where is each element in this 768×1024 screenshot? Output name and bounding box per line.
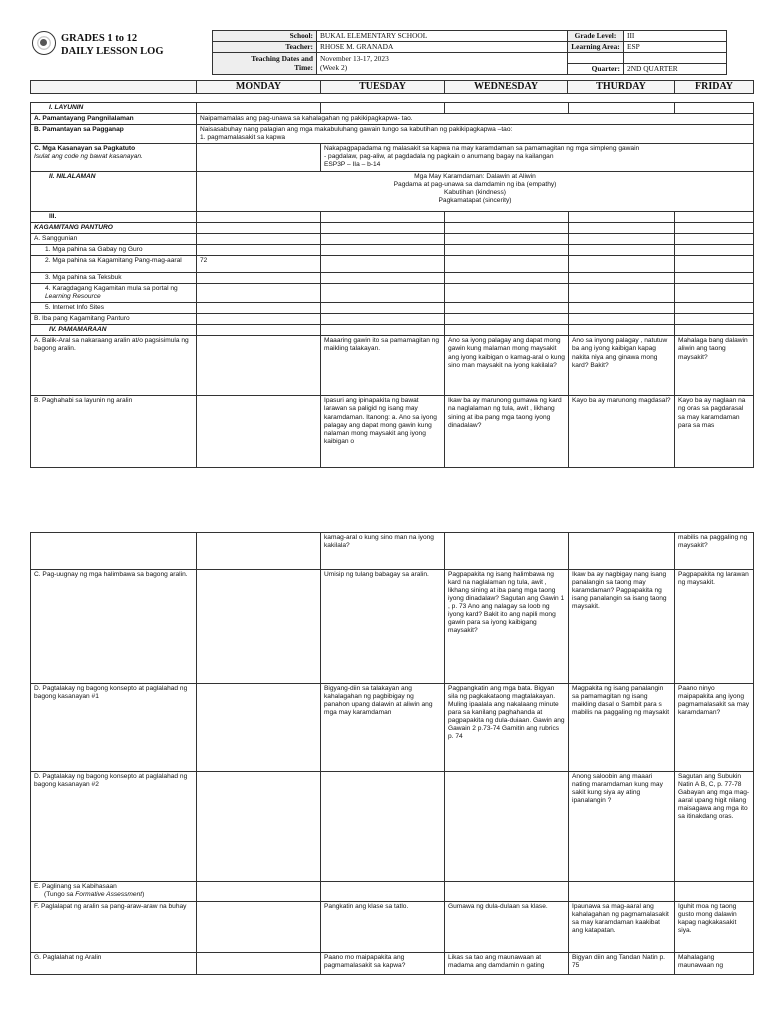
label-tungo-sa: (Tungo sa <box>44 891 76 899</box>
tuesday-paglalapat: Pangkatin ang klase sa tatlo. <box>321 902 445 953</box>
text-kasanayan-code: ESP3P – IIa – b-14 <box>324 161 381 169</box>
label-teksbuk: 3. Mga pahina sa Teksbuk <box>31 273 197 284</box>
thursday-pagtalakay-2: Anong saloobin ang maaari nating maramdaman kung may sakit kung siya ay ating ipanalangin ? <box>569 772 675 882</box>
area-value: ESP <box>624 42 727 53</box>
teacher-label: Teacher: <box>213 42 317 53</box>
day-header-row <box>30 80 754 94</box>
label-karagdagang-kagamitan: 4. Karagdagang Kagamitan mula sa portal ng <box>45 285 178 293</box>
label-pagtalakay-2: D. Pagtalakay ng bagong konsepto at paglalahad ng bagong kasanayan #2 <box>31 772 197 882</box>
day-wednesday: WEDNESDAY <box>445 81 568 94</box>
thursday-pagtalakay-1: Magpakita ng isang panalangin sa pamamagitan ng isang maikling dasal o Sambit para s mabilis na paggaling ng maysakit <box>569 684 675 772</box>
label-pamantayan-pagganap: B. Pamantayan sa Pagganap <box>31 125 197 144</box>
wednesday-paglalapat: Gumawa ng dula-dulaan sa klase. <box>445 902 569 953</box>
quarter-label: Quarter: <box>568 64 624 75</box>
friday-continued: mabilis na paggaling ng maysakit? <box>675 533 754 570</box>
tuesday-pag-uugnay: Umisip ng tulang babagay sa aralin. <box>321 570 445 684</box>
header-info-table <box>212 30 727 75</box>
day-friday: FRIDAY <box>675 81 754 94</box>
label-balik-aral: A. Balik-Aral sa nakaraang aralin at/o pagsisimula ng bagong aralin. <box>31 336 197 396</box>
label-paglinang: E. Paglinang sa Kabihasaan <box>34 883 117 890</box>
label-learning-resource: Learning Resource <box>45 293 101 301</box>
thursday-balik-aral: Ano sa inyong palagay , natutuw ba ang iyong kaibigan kapag nakita niya ang ginawa mong kard? Bakit? <box>569 336 675 396</box>
day-tuesday: TUESDAY <box>321 81 445 94</box>
label-paghahabi: B. Paghahabi sa layunin ng aralin <box>31 396 197 468</box>
grade-value: III <box>624 31 727 42</box>
friday-pag-uugnay: Pagpapakita ng larawan ng maysakit. <box>675 570 754 684</box>
dates-label: Teaching Dates and <box>251 54 313 64</box>
school-label: School: <box>213 31 317 42</box>
friday-paglalahat: Mahalagang maunawaan ng <box>675 953 754 975</box>
tuesday-paglalahat: Paano mo maipapakita ang pagmamalasakit sa kapwa? <box>321 953 445 975</box>
teacher-value: RHOSE M. GRANADA <box>317 42 568 53</box>
day-monday: MONDAY <box>197 81 321 94</box>
nilalaman-sincerity: Pagkamatapat (sincerity) <box>438 197 512 205</box>
label-pag-uugnay: C. Pag-uugnay ng mga halimbawa sa bagong aralin. <box>31 570 197 684</box>
label-pamantayang-pangnilalaman: A. Pamantayang Pangnilalaman <box>31 114 197 125</box>
tuesday-paghahabi: Ipasuri ang ipinapakita ng bawat larawan sa paligid ng isang may karamdaman. Itanong: a. Ano sa iyong palagay ang dapat mong gawin kung nalaman mong maysakit ang iyong kaibigan o <box>321 396 445 468</box>
text-pamantayang-pangnilalaman: Naipamamalas ang pag-unawa sa kahalagahan ng pakikipagkapwa- tao. <box>197 114 754 125</box>
friday-paghahabi: Kayo ba ay naglaan na ng oras sa pagdarasal sa may karamdaman para sa mas <box>675 396 754 468</box>
form-title-grades: GRADES 1 to 12 <box>61 33 138 44</box>
tuesday-pagtalakay-1: Bigyang-diin sa talakayan ang kahalagahan ng pagbibigay ng panahon upang dalawin at aliwin ang mga may karamdaman <box>321 684 445 772</box>
text-pamantayan-pagganap: Naisasabuhay nang palagian ang mga makabuluhang gawain tungo sa kabutihan ng pakikipagkapwa –tao: <box>200 126 513 134</box>
wednesday-balik-aral: Ano sa iyong palagay ang dapat mong gawin kung malaman mong maysakit ang iyong kaibigan o kamag-aral o kung sino man maysakit na iyong kakilala? <box>445 336 569 396</box>
day-thursday: THURDAY <box>568 81 675 94</box>
label-isulat-code: Isulat ang code ng bawat kasanayan. <box>34 153 143 161</box>
text-kasanayan-1: Nakapagpapadama ng malasakit sa kapwa na may karamdaman sa pamamagitan ng mga simpleng gawain <box>324 145 640 153</box>
thursday-paglalahat: Bigyan diin ang Tandan Natin p. 75 <box>569 953 675 975</box>
label-formative-assessment: Formative Assessment <box>75 891 143 899</box>
grade-label: Grade Level: <box>568 31 624 42</box>
section-kagamitang-panturo: KAGAMITANG PANTURO <box>31 223 197 234</box>
area-label: Learning Area: <box>568 42 624 53</box>
friday-paglalapat: Iguhit moa ng taong gusto mong dalawin kapag nagkakasakit siya. <box>675 902 754 953</box>
nilalaman-title: Mga May Karamdaman: Dalawin at Aliwin <box>414 173 536 181</box>
thursday-paghahabi: Kayo ba ay marunong magdasal? <box>569 396 675 468</box>
nilalaman-kindness: Kabutihan (kindness) <box>444 189 506 197</box>
label-paglalahat: G. Paglalahat ng Aralin <box>31 953 197 975</box>
lesson-log-table-page1 <box>30 102 754 468</box>
text-pagmamalasakit: 1. pagmamalasakit sa kapwa <box>200 134 286 142</box>
thursday-paglalapat: Ipaunawa sa mag-aaral ang kahalagahan ng pagmamalasakit sa may karamdaman kaakibat ang katapatan. <box>569 902 675 953</box>
friday-balik-aral: Mahalaga bang dalawin aliwin ang taong maysakit? <box>675 336 754 396</box>
friday-pagtalakay-2: Sagutan ang Subukin Natin A B, C, p. 77-78 Gabayan ang mga mag-aaral upang higit nilang maisagawa ang mga ito sa itinakdang oras. <box>675 772 754 882</box>
label-internet-info: 5. Internet Info Sites <box>31 303 197 314</box>
friday-pagtalakay-1: Paano ninyo maipapakita ang iyong pagmamalasakit sa may karamdaman? <box>675 684 754 772</box>
section-iii: III. <box>31 212 197 223</box>
time-label: Time: <box>294 62 313 72</box>
label-kagamitang-mag-aaral: 2. Mga pahina sa Kagamitang Pang-mag-aaral <box>31 256 197 273</box>
label-iba-pang-kagamitan: B. Iba pang Kagamitang Panturo <box>31 314 197 325</box>
wednesday-pagtalakay-1: Pagpangkatin ang mga bata. Bigyan sila ng pagkakataong magtalakayan. Muling ipaalala ang nakalaang minute para sa kanilang paghahanda at pagpapakita ng dula-duiaan. Gawin ang Gawain 2 p.73-74 Gamitin ang rubrics p. 74 <box>445 684 569 772</box>
tuesday-continued: kamag-aral o kung sino man na iyong kakilala? <box>321 533 445 570</box>
form-title-dll: DAILY LESSON LOG <box>61 46 164 57</box>
nilalaman-empathy: Pagdama at pag-unawa sa damdamin ng iba (empathy) <box>393 181 557 189</box>
section-nilalaman: II. NILALAMAN <box>31 172 197 212</box>
text-kasanayan-2: - pagdalaw, pag-aliw, at pagdadala ng pagkain o anumang bagay na kailangan <box>324 153 554 161</box>
label-paren-close: ) <box>142 891 145 899</box>
label-paglalapat: F. Paglalapat ng aralin sa pang-araw-araw na buhay <box>31 902 197 953</box>
section-layunin: I. LAYUNIN <box>31 103 197 114</box>
monday-page-number: 72 <box>197 256 321 273</box>
label-pagtalakay-1: D. Pagtalakay ng bagong konsepto at paglalahad ng bagong kasanayan #1 <box>31 684 197 772</box>
deped-seal-logo <box>32 31 56 55</box>
label-kasanayan: C. Mga Kasanayan sa Pagkatuto <box>34 145 136 153</box>
wednesday-paglalahat: Likas sa tao ang maunawaan at madama ang damdamin n gating <box>445 953 569 975</box>
quarter-value: 2ND QUARTER <box>624 64 727 75</box>
school-value: BUKAL ELEMENTARY SCHOOL <box>317 31 568 42</box>
dates-value: November 13-17, 2023 <box>320 54 389 64</box>
label-sanggunian: A. Sanggunian <box>31 234 197 245</box>
week-value: (Week 2) <box>320 62 348 72</box>
wednesday-pag-uugnay: Pagpapakita ng isang halimbawa ng kard na naglalaman ng tula, awit , likhang sining at iba pang mga taong iyong dinadalaw? Sagutan ang Gawin 1 , p. 73 Ano ang nalagay sa loob ng iyong kard? Bakit ito ang napili mong gawin para sa iyong kaibigang maysakit? <box>445 570 569 684</box>
wednesday-paghahabi: Ikaw ba ay marunong gumawa ng kard na naglalaman ng tula, awit , likhang sining at iba pang mga taong iyong dinadalaw? <box>445 396 569 468</box>
thursday-pag-uugnay: Ikaw ba ay nagbigay nang isang panalangin sa taong may karamdaman? Pagpapakita ng isang panalangin sa isang taong maysakit. <box>569 570 675 684</box>
section-pamamaraan: IV. PAMAMARAAN <box>31 325 197 336</box>
label-gabay-guro: 1. Mga pahina sa Gabay ng Guro <box>31 245 197 256</box>
lesson-log-table-page2 <box>30 532 754 975</box>
tuesday-balik-aral: Maaaring gawin ito sa pamamagitan ng maikling talakayan. <box>321 336 445 396</box>
